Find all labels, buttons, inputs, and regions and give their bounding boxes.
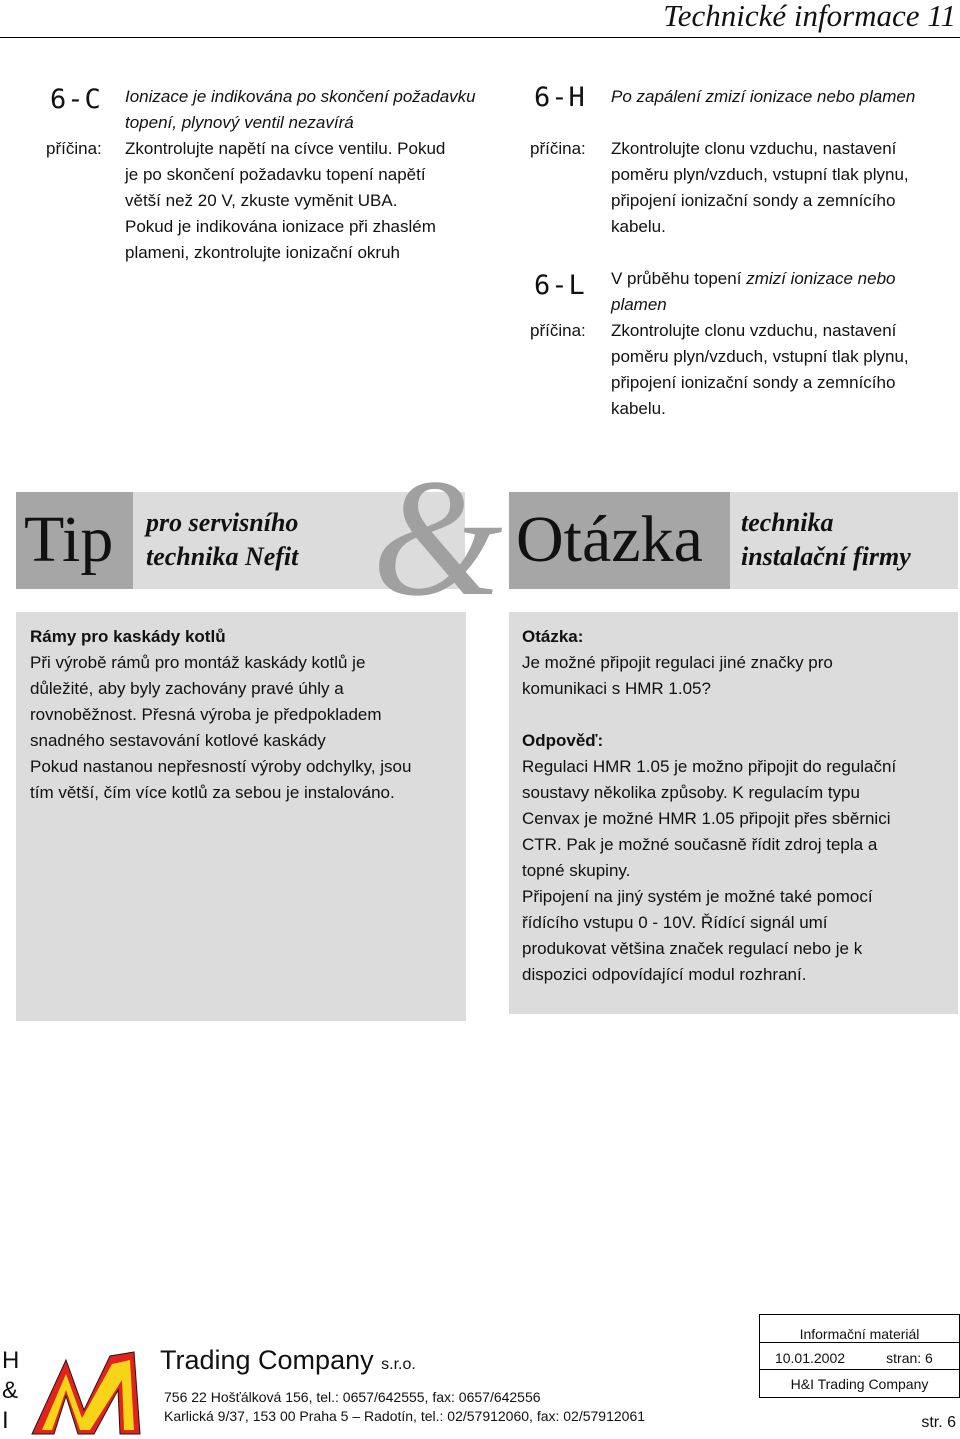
- error-6h-description: Po zapálení zmizí ionizace nebo plamen: [611, 87, 916, 106]
- cause-line: plameni, zkontrolujte ionizační okruh: [125, 243, 400, 262]
- error-code-6h: 6-H: [534, 82, 586, 113]
- info-pages: stran: 6: [886, 1350, 933, 1366]
- tip-line: Při výrobě rámů pro montáž kaskády kotlů je: [30, 653, 366, 672]
- question-line: komunikaci s HMR 1.05?: [522, 679, 711, 698]
- footer-company: [160, 1345, 416, 1376]
- answer-label: Odpověď:: [522, 731, 604, 750]
- answer-line: topné skupiny.: [522, 861, 631, 880]
- answer-line: CTR. Pak je možné současně řídit zdroj tepla a: [522, 835, 878, 854]
- answer-line: produkovat většina značek regulací nebo je k: [522, 939, 863, 958]
- tip-line: Pokud nastanou nepřesností výroby odchylky, jsou: [30, 757, 412, 776]
- answer-line: řídícího vstupu 0 - 10V. Řídící signál umí: [522, 913, 828, 932]
- error-6c-cause-label: příčina:: [46, 139, 102, 158]
- cause-line: je po skončení požadavku topení napětí: [125, 165, 426, 184]
- error-6c-block: [125, 84, 485, 136]
- error-6c-description: Ionizace je indikována po skončení požadavku topení, plynový ventil nezavírá: [125, 87, 476, 132]
- company-logo-icon: [28, 1350, 148, 1436]
- question-line: Je možné připojit regulaci jiné značky pro: [522, 653, 833, 672]
- logo-letter: I: [2, 1407, 9, 1434]
- answer-line: dispozici odpovídající modul rozhraní.: [522, 965, 807, 984]
- logo-letter: &: [2, 1377, 19, 1404]
- header-rule: [0, 37, 960, 38]
- error-6l-desc-italic: zmizí ionizace nebo: [746, 269, 896, 288]
- cause-line: připojení ionizační sondy a zemnícího: [611, 373, 896, 392]
- cause-line: Pokud je indikována ionizace při zhaslém: [125, 217, 436, 236]
- ampersand-decoration: &: [372, 445, 503, 631]
- error-6h-cause-label: příčina:: [530, 139, 586, 158]
- tip-line: tím větší, čím více kotlů za sebou je instalováno.: [30, 783, 395, 802]
- cause-line: větší než 20 V, zkuste vyměnit UBA.: [125, 191, 398, 210]
- tip-line: důležité, aby byly zachovány pravé úhly a: [30, 679, 344, 698]
- error-6h-cause: [611, 136, 956, 240]
- footer-addresses: [164, 1388, 645, 1426]
- tip-line: snadného sestavování kotlové kaskády: [30, 731, 326, 750]
- cause-line: kabelu.: [611, 217, 666, 236]
- tip-body: [30, 624, 460, 806]
- address-line-1: 756 22 Hošťálková 156, tel.: 0657/642555, fax: 0657/642556: [164, 1389, 541, 1405]
- error-code-6c: 6-C: [50, 84, 102, 115]
- error-6c-cause: [125, 136, 505, 266]
- error-6l-desc-italic-2: plamen: [611, 295, 667, 314]
- cause-line: kabelu.: [611, 399, 666, 418]
- address-line-2: Karlická 9/37, 153 00 Praha 5 – Radotín, tel.: 02/57912060, fax: 02/57912061: [164, 1408, 646, 1424]
- answer-line: Cenvax je možné HMR 1.05 připojit přes sběrnici: [522, 809, 891, 828]
- cause-line: připojení ionizační sondy a zemnícího: [611, 191, 896, 210]
- cause-line: Zkontrolujte clonu vzduchu, nastavení: [611, 321, 897, 340]
- cause-line: poměru plyn/vzduch, vstupní tlak plynu,: [611, 347, 909, 366]
- question-body: [522, 624, 956, 988]
- error-6l-cause: [611, 318, 956, 422]
- cause-line: poměru plyn/vzduch, vstupní tlak plynu,: [611, 165, 909, 184]
- question-subtitle: [741, 506, 911, 574]
- tip-line: rovnoběžnost. Přesná výroba je předpokladem: [30, 705, 382, 724]
- answer-line: soustavy několika způsoby. K regulacím typu: [522, 783, 860, 802]
- info-title: Informační materiál: [760, 1315, 959, 1343]
- footer-logo-letters: [2, 1346, 19, 1436]
- answer-line: Regulaci HMR 1.05 je možno připojit do regulační: [522, 757, 897, 776]
- tip-subtitle-line1: pro servisního: [146, 508, 299, 537]
- error-6l-cause-label: příčina:: [530, 321, 586, 340]
- question-subtitle-line2: instalační firmy: [741, 542, 911, 571]
- cause-line: Zkontrolujte clonu vzduchu, nastavení: [611, 139, 897, 158]
- company-suffix: s.r.o.: [381, 1356, 416, 1373]
- tip-heading: Rámy pro kaskády kotlů: [30, 627, 226, 646]
- error-code-6l: 6-L: [534, 270, 586, 301]
- error-6l-description: [611, 266, 956, 318]
- error-6l-desc-normal: V průběhu topení: [611, 269, 742, 288]
- info-company: H&I Trading Company: [790, 1376, 929, 1392]
- page-number: str. 6: [921, 1414, 956, 1431]
- cause-line: Zkontrolujte napětí na cívce ventilu. Pokud: [125, 139, 446, 158]
- page-header-title: Technické informace 11: [663, 0, 956, 33]
- answer-line: Připojení na jiný systém je možné také pomocí: [522, 887, 873, 906]
- company-name: Trading Company: [160, 1345, 374, 1375]
- info-date: 10.01.2002: [774, 1350, 846, 1366]
- question-big-label: Otázka: [516, 503, 703, 576]
- tip-subtitle: [146, 506, 298, 574]
- question-label: Otázka:: [522, 627, 584, 646]
- tip-big-label: Tip: [24, 503, 114, 576]
- info-table: [759, 1314, 960, 1398]
- tip-subtitle-line2: technika Nefit: [146, 542, 299, 571]
- logo-letter: H: [2, 1347, 20, 1374]
- question-subtitle-line1: technika: [741, 508, 834, 537]
- info-row: [760, 1343, 959, 1370]
